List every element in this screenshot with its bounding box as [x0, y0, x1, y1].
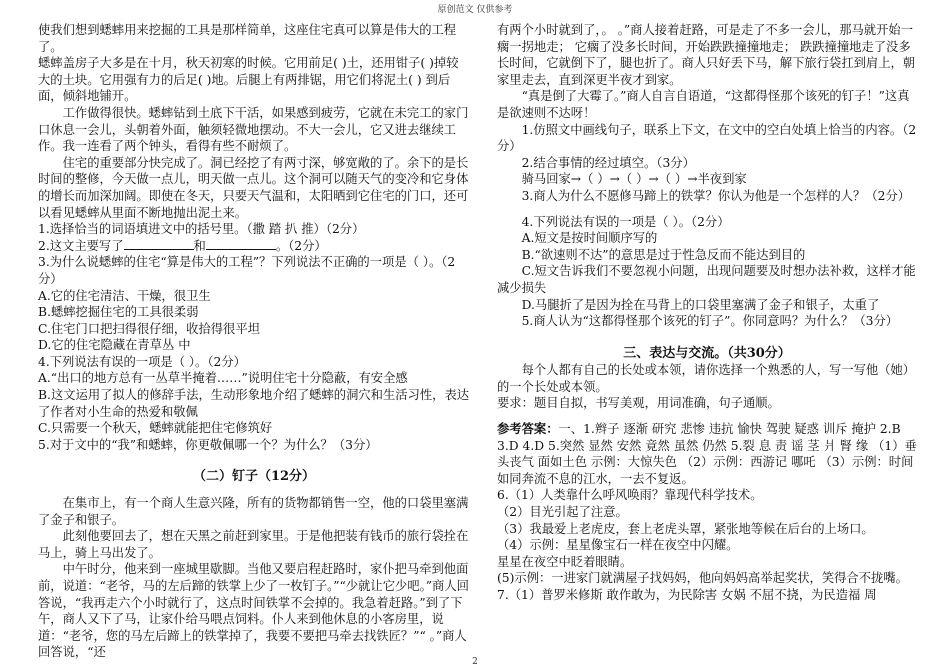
answer-blank[interactable] [124, 238, 194, 250]
left-column [38, 22, 470, 661]
question-3: 3.为什么说蟋蟀的住宅“算是伟大的工程”？下列说法不正确的一项是（ ）。（2分） [38, 255, 456, 286]
answer-item: （2）目光引起了注意。 [497, 505, 628, 520]
passage-paragraph: 住宅的重要部分快完成了。洞已经挖了有两寸深，够宽敞的了。余下的是长时间的整修，今天做一点儿，明天做一点儿。这个洞可以随天气的变冷和它身体的增长而加深加阔。即使在冬天，只要天气温和，太阳晒到它住宅的门口，还可以看见蟋蟀从里面不断地抛出泥土来。 [38, 155, 469, 220]
answer-item: (5)示例：一进家门就满屋子找妈妈，他向妈妈高举起奖状，笑得合不拢嘴。 [497, 571, 908, 586]
passage-paragraph: 蟋蟀盖房子大多是在十月，秋天初寒的时候。它用前足( )土，还用钳子( )掉较大的土块。它用强有力的后足( )地。后腿上有两排锯，用它们将泥土( ) 到后面，倾斜地铺开。 [38, 56, 459, 104]
option-c: C.住宅门口把扫得很仔细，收拾得很平坦 [38, 321, 260, 336]
answer-item: 星星在夜空中眨着眼睛。 [497, 554, 633, 569]
option-b: B.“欲速则不达”的意思是过于性急反而不能达到目的 [521, 247, 806, 262]
answer-item: （4）示例：星星像宝石一样在夜空中闪耀。 [497, 538, 739, 553]
page-header: 原创范文 仅供参考 [437, 5, 513, 15]
question-2: 2.结合事情的经过填空。（3分） [521, 155, 695, 170]
option-d: D.马腿折了是因为拴在马背上的口袋里塞满了金子和银子，太重了 [521, 297, 880, 312]
section-title: （二）钉子（12分） [192, 469, 316, 485]
question-3: 3.商人为什么不愿修马蹄上的铁掌？你认为他是一个怎样的人？（2分） [521, 188, 911, 203]
answer-key-text: 一、1.辫子 逐渐 研究 悲惨 违抗 愉快 驾驶 疑惑 训斥 掩护 2.B 3.D 4.D 5.突然 显然 安然 竟然 虽然 仍然 5.裂 息 责 谣 茎 爿 腎 缘 （1）垂头丧气 面如土色 示例：大惊失色 （2）示例：西游记 哪吒 （3）示例：时间如同奔流不息的江水，一去不复返。 [497, 422, 917, 486]
writing-prompt: 每个人都有自己的长处或本领，请你选择一个熟悉的人，写一写他（她）的一个长处或本领。 [497, 363, 916, 394]
answer-key-label: 参考答案： [497, 421, 559, 437]
passage-paragraph: 使我们想到蟋蟀用来挖掘的工具是那样简单，这座住宅真可以算是伟大的工程了。 [38, 23, 457, 54]
option-c: C.短文告诉我们不要忽视小问题，出现问题要及时想办法补救，这样才能减少损失 [497, 264, 916, 295]
answer-item: 7.（1）普罗米修斯 敢作敢为，为民除害 女娲 不屈不挠，为民造福 周 [497, 588, 877, 602]
question-2-chain: 骑马回家→（ ）→（ ）→（ ）→半夜到家 [521, 172, 747, 187]
question-1: 1.仿照文中画线句子，联系上下文，在文中的空白处填上恰当的内容。（2分） [497, 122, 917, 154]
option-d: D.它的住宅隐藏在青草丛 中 [38, 338, 191, 353]
question-5: 5.商人认为“这都得怪那个该死的钉子”。你同意吗？为什么？（3分） [521, 314, 899, 329]
section-title: 三、表达与交流。（共30分） [623, 345, 791, 361]
question-4: 4.下列说法有误的一项是（ ）。（2分） [521, 214, 730, 229]
passage-paragraph: 中午时分，他来到一座城里歇脚。当他又要启程赶路时，家仆把马牵到他面前，说道：“老爷，马的左后蹄的铁掌上少了一枚钉子。”“少就让它少吧。”商人回答说，“我再走六个小时就行了，这点时间铁掌不会掉的。我急着赶路。”到了下午，商人又下了马，让家仆给马喂点饲料。仆人来到他休息的小客房里，说道：“老爷，您的马左后蹄上的铁掌掉了，我要不要把马牵去找铁匠？”“ 。”商人回答说，“还 [38, 562, 469, 660]
answer-item: （3）我最爱上老虎皮，套上老虎头罩，紧张地等候在后台的上场口。 [497, 521, 874, 536]
passage-paragraph: “真是倒了大霉了。”商人自言自语道，“这都得怪那个该死的钉子！”这真是欲速则不达呀！ [497, 89, 910, 120]
question-4: 4.下列说法有误的一项是（ ）。（2分） [38, 354, 246, 369]
option-b: B.这文运用了拟人的修辞手法，生动形象地介绍了蟋蟀的洞穴和生活习性，表达了作者对小生命的热爱和敬佩 [38, 388, 470, 419]
question-2-and: 和 [193, 238, 206, 253]
question-2 [38, 238, 470, 255]
question-5: 5.对于文中的“我”和蟋蟀，你更敬佩哪一个？为什么？（3分） [38, 437, 378, 452]
page-number: 2 [472, 657, 478, 667]
passage-paragraph: 此刻他要回去了，想在天黑之前赶到家里。于是他把装有钱币的旅行袋拴在马上，骑上马出发了。 [38, 529, 469, 560]
option-a: A.“出口的地方总有一丛草半掩着……”说明住宅十分隐蔽，有安全感 [38, 371, 408, 386]
passage-paragraph: 工作做得很快。蟋蟀钻到土底下干活，如果感到疲劳，它就在未完工的家门口休息一会儿，头朝着外面，触须轻微地摆动。不大一会儿，它又进去继续工作。我一连看了两个钟头，看得有些不耐烦了。 [38, 105, 469, 154]
question-2-points: 。（2分） [275, 238, 327, 253]
right-column [497, 22, 917, 604]
answer-key [497, 421, 917, 487]
option-c: C.只需要一个秋天，蟋蟀就能把住宅修筑好 [38, 421, 273, 436]
option-b: B.蟋蟀挖掘住宅的工具很柔弱 [38, 305, 199, 320]
writing-requirements: 要求：题目自拟，书写美观，用词准确，句子通顺。 [497, 396, 780, 411]
question-2-text: 2.这文主要写了 [38, 238, 124, 253]
passage-paragraph: 有两个小时就到了，。 。”商人接着赶路，可是走了不多一会儿，那马就开始一瘸一拐地走； 它瘸了没多长时间，开始跌跌撞撞地走； 跌跌撞撞地走了没多长时间，它就倒下了，腿也折了。商人只好丢下马，解下旅行袋扛到肩上，朝家里走去，直到深更半夜才到家。 [497, 23, 916, 87]
passage-paragraph: 在集市上，有一个商人生意兴隆，所有的货物都销售一空，他的口袋里塞满了金子和银子。 [38, 496, 469, 527]
question-1: 1.选择恰当的词语填进文中的括号里。（撒 踏 扒 推）（2分） [38, 222, 365, 237]
answer-blank[interactable] [206, 238, 276, 250]
option-a: A.短文是按时间顺序写的 [521, 231, 658, 246]
option-a: A.它的住宅清洁、干燥，很卫生 [38, 288, 211, 303]
answer-item: 6.（1）人类靠什么呼风唤雨？靠现代科学技术。 [497, 488, 763, 503]
